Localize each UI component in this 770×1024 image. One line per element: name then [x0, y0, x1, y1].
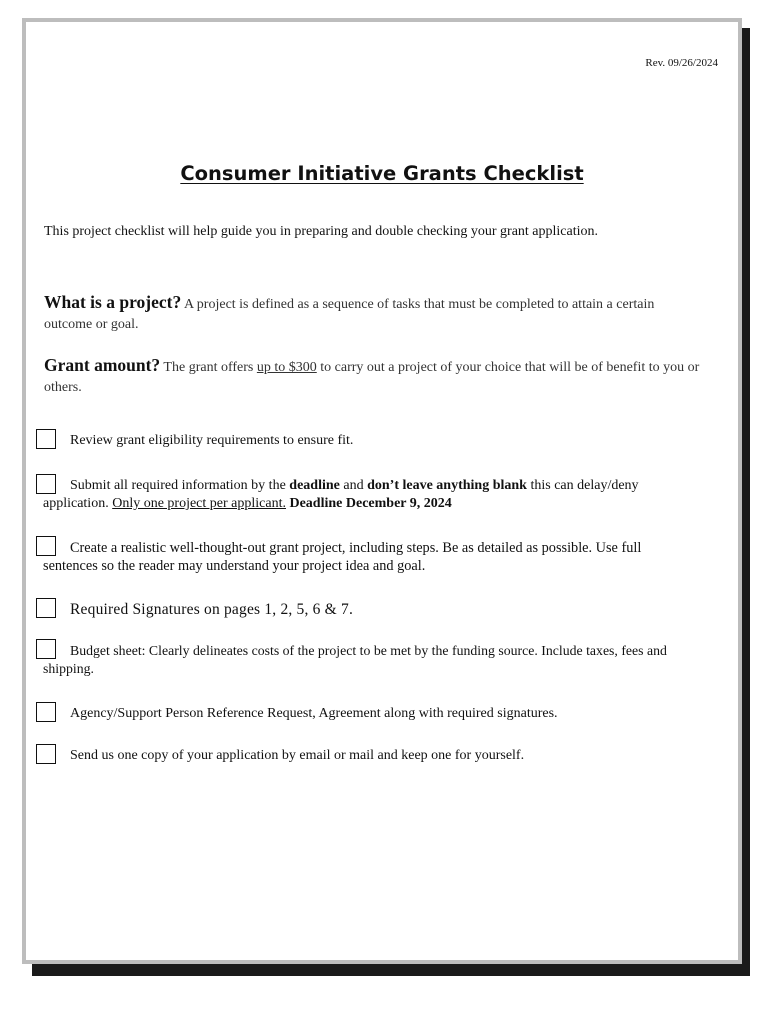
checkbox-budget[interactable] — [36, 639, 56, 659]
checklist-item-signatures — [36, 601, 696, 619]
amount-answer-after: to carry out a project of your choice that will be of benefit to you or others. — [44, 360, 700, 395]
item-text-part: Submit all required information by the — [70, 478, 290, 493]
item-text: Review grant eligibility requirements to ensure fit. — [70, 433, 354, 448]
revision-date: Rev. 09/26/2024 — [645, 57, 718, 69]
checkbox-signatures[interactable] — [36, 598, 56, 618]
checklist-item-deadline — [36, 477, 696, 513]
amount-highlight: up to $300 — [256, 360, 317, 375]
item-text — [36, 477, 696, 513]
item-text-bold: deadline — [289, 478, 340, 493]
deadline-date: Deadline December 9, 2024 — [285, 496, 452, 511]
checkbox-deadline[interactable] — [36, 474, 56, 494]
checkbox-eligibility[interactable] — [36, 429, 56, 449]
amount-question: Grant amount? — [44, 355, 161, 375]
document-page — [22, 18, 742, 964]
item-text: Required Signatures on pages 1, 2, 5, 6 & 7. — [70, 601, 354, 618]
checkbox-reference[interactable] — [36, 702, 56, 722]
amount-answer-before: The grant offers — [160, 360, 257, 375]
checklist-item-budget — [36, 642, 696, 678]
item-text-bold: don’t leave anything blank — [367, 478, 527, 493]
project-answer: A project is defined as a sequence of tasks that must be completed to attain a certain outcome or goal. — [44, 297, 655, 332]
project-question: What is a project? — [44, 292, 182, 312]
checklist-item-reference — [36, 705, 696, 723]
item-text: Create a realistic well-thought-out grant project, including steps. Be as detailed as possible. Use full sentences so the reader may understand your project idea and goal. — [43, 540, 642, 574]
checklist-item-submit — [36, 747, 696, 765]
checklist-item-project-plan — [36, 539, 696, 575]
grant-amount — [44, 355, 704, 398]
item-text: Budget sheet: Clearly delineates costs of the project to be met by the funding source. Include taxes, fees and shipping. — [43, 643, 667, 676]
checklist-item-eligibility — [36, 432, 696, 450]
intro-text: This project checklist will help guide you in preparing and double checking your grant application. — [44, 224, 599, 239]
checkbox-project-plan[interactable] — [36, 536, 56, 556]
item-text-part: this can delay/deny application. — [43, 478, 639, 511]
project-definition — [44, 292, 704, 335]
page-title: Consumer Initiative Grants Checklist — [180, 162, 584, 185]
item-text: Agency/Support Person Reference Request, Agreement along with required signatures. — [70, 706, 558, 721]
item-text-underlined: Only one project per applicant. — [112, 496, 286, 511]
checkbox-submit[interactable] — [36, 744, 56, 764]
item-text-part: and — [339, 478, 368, 493]
item-text: Send us one copy of your application by email or mail and keep one for yourself. — [70, 748, 525, 763]
